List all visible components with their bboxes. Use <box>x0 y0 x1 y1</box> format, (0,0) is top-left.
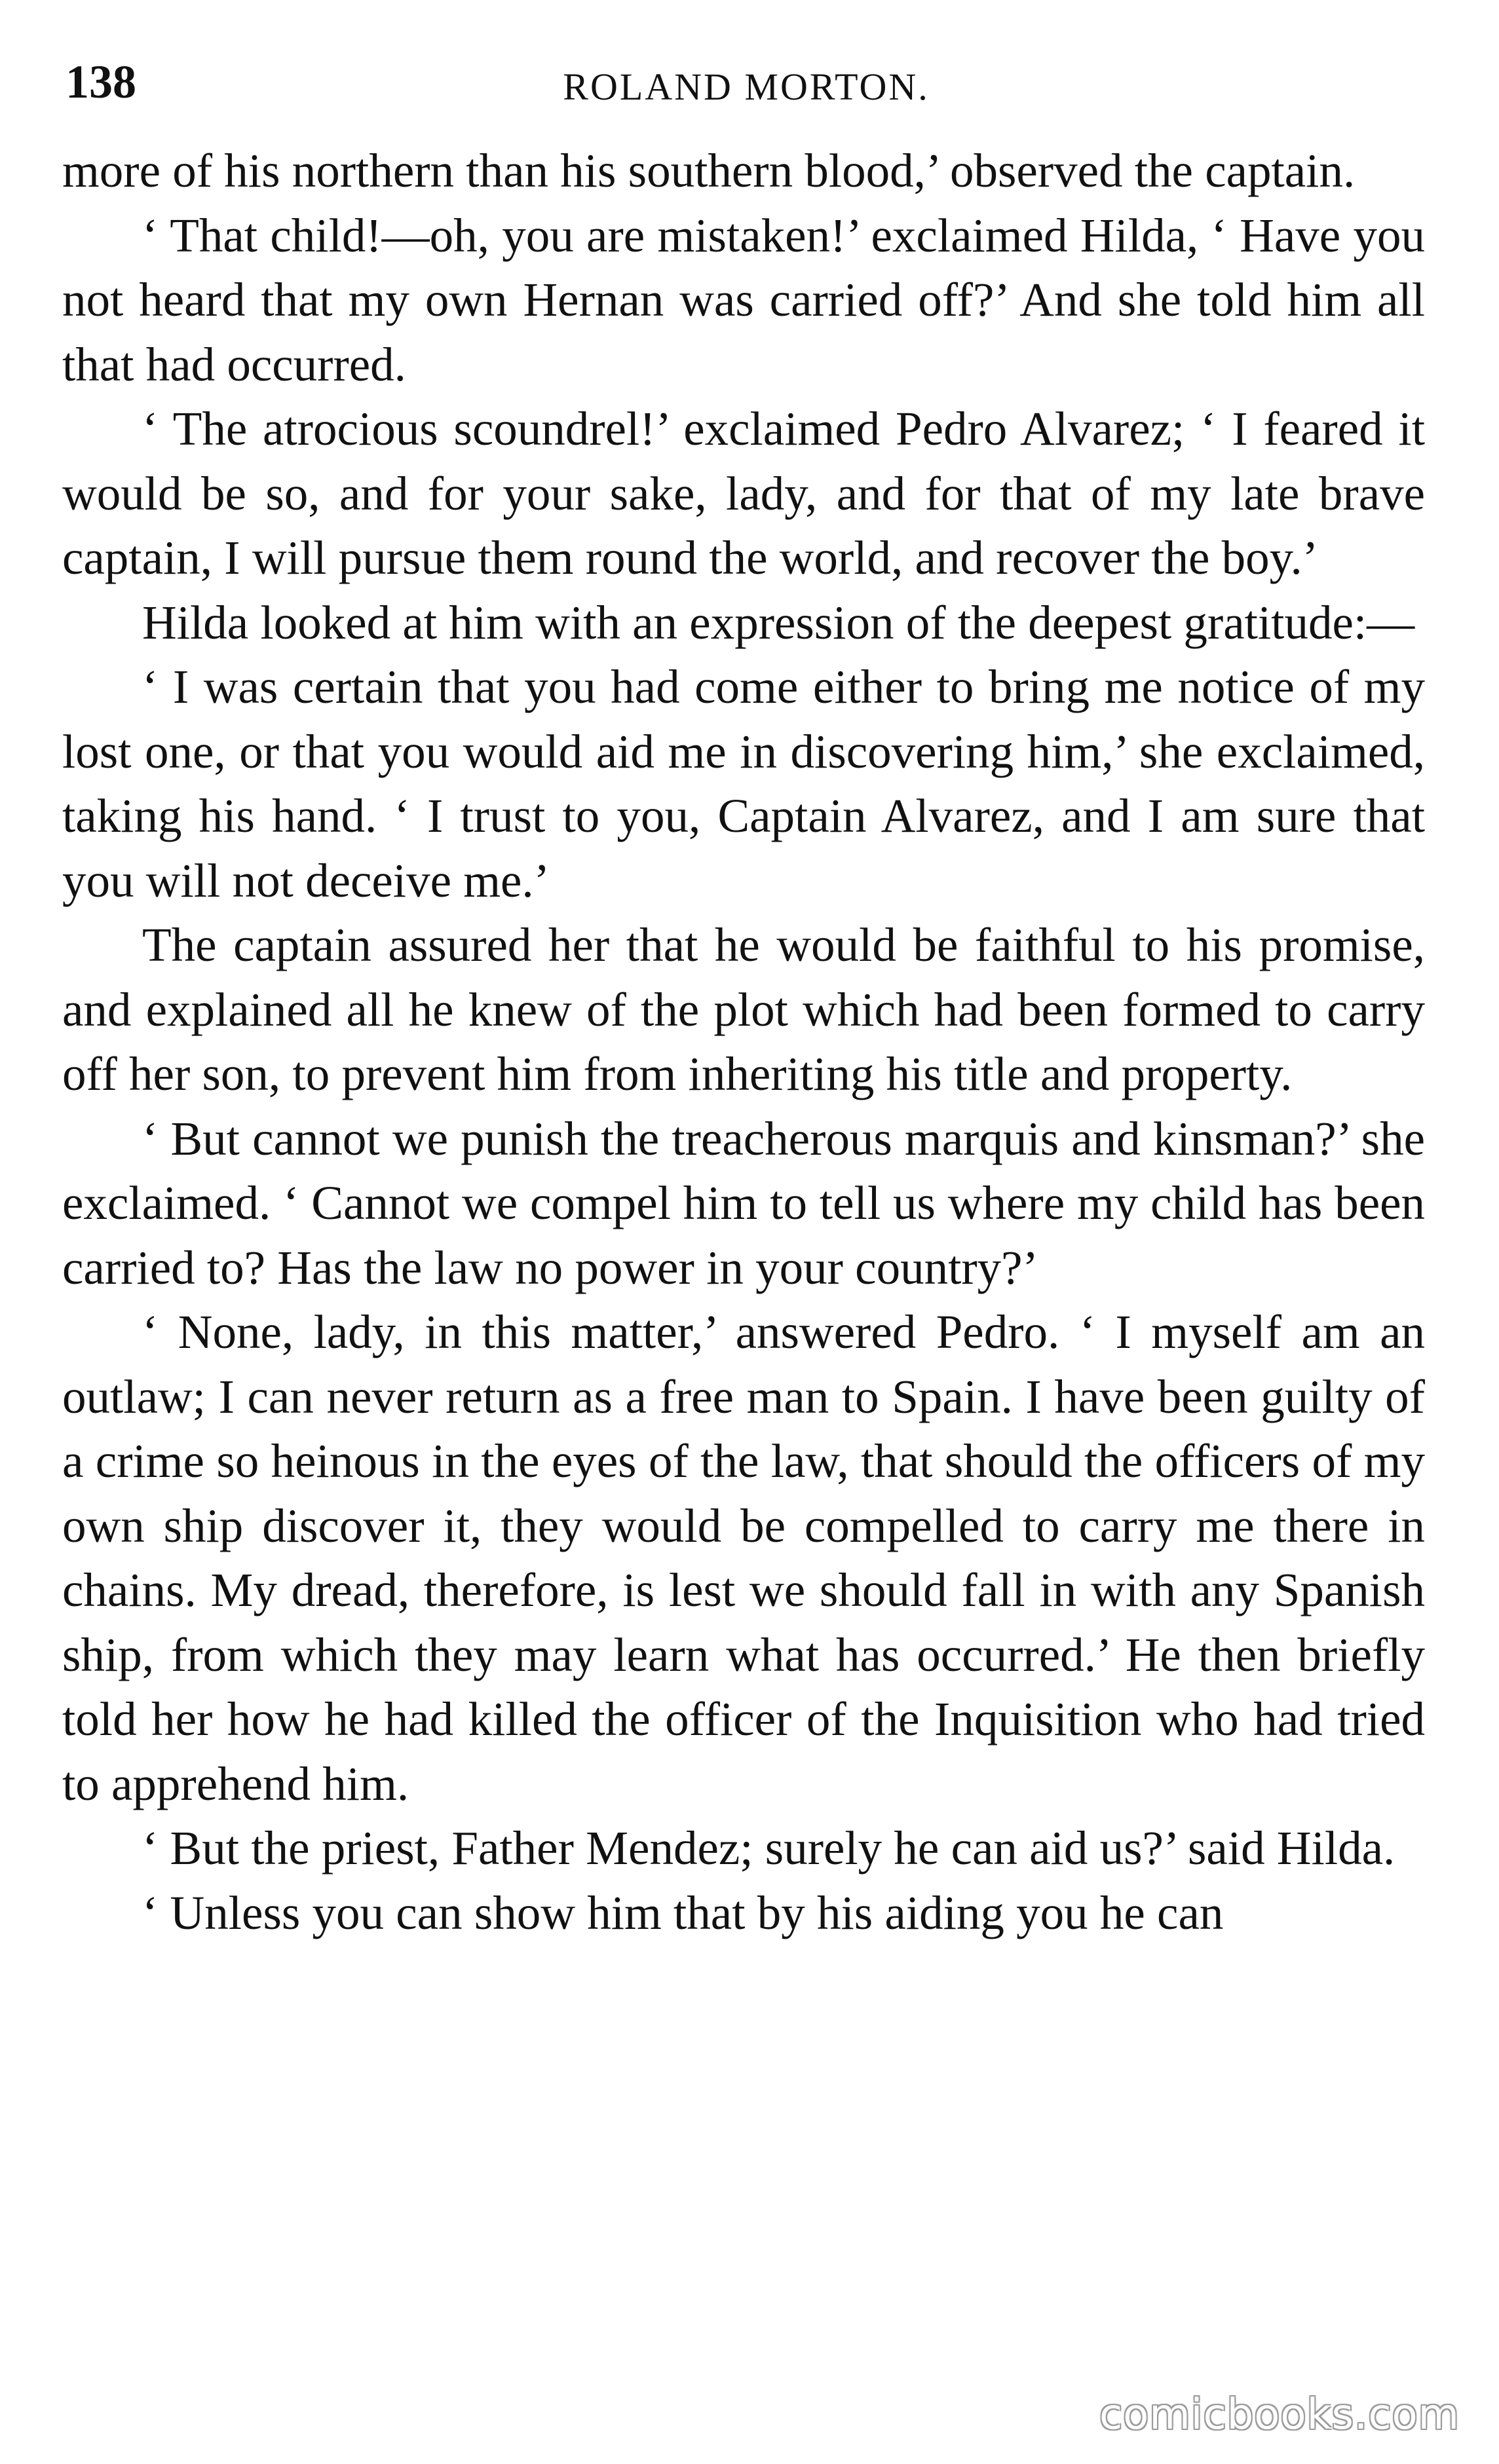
paragraph: ‘ Unless you can show him that by his aiding you he can <box>142 1886 1224 1939</box>
watermark: comicbooks.com <box>1099 2391 1460 2439</box>
paragraph: Hilda looked at him with an expression of the deepest gratitude:— <box>142 595 1415 649</box>
page-number: 138 <box>66 56 136 108</box>
paragraph: ‘ But cannot we punish the treacherous marquis and kinsman?’ she exclaimed. ‘ Cannot we compel him to tell us where my child has been carried to? Has the law no power in your country?’ <box>62 1111 1425 1294</box>
page-header <box>66 46 1427 118</box>
running-title: ROLAND MORTON. <box>563 65 930 108</box>
paragraph: more of his northern than his southern blood,’ observed the captain. <box>62 144 1356 197</box>
paragraph: The captain assured her that he would be faithful to his promise, and explained all he knew of the plot which had been formed to carry off her son, to prevent him from inheriting his title and property. <box>62 918 1425 1100</box>
paragraph: ‘ None, lady, in this matter,’ answered Pedro. ‘ I myself am an outlaw; I can never return as a free man to Spain. I have been guilty of a crime so heinous in the eyes of the law, that should the officers of my own ship discover it, they would be compelled to carry me there in chains. My dread, therefore, is lest we should fall in with any Spanish ship, from which they may learn what has occurred.’ He then briefly told her how he had killed the officer of the Inquisition who had tried to apprehend him. <box>62 1305 1425 1810</box>
paragraph: ‘ That child!—oh, you are mistaken!’ exclaimed Hilda, ‘ Have you not heard that my own Hernan was carried off?’ And she told him all that had occurred. <box>62 208 1425 391</box>
paragraph: ‘ The atrocious scoundrel!’ exclaimed Pedro Alvarez; ‘ I feared it would be so, and for your sake, lady, and for that of my late brave captain, I will pursue them round the world, and recover the boy.’ <box>62 402 1425 584</box>
body-text <box>62 139 1425 1945</box>
paragraph: ‘ But the priest, Father Mendez; surely he can aid us?’ said Hilda. <box>142 1821 1395 1875</box>
paragraph: ‘ I was certain that you had come either to bring me notice of my lost one, or that you would aid me in discovering him,’ she exclaimed, taking his hand. ‘ I trust to you, Captain Alvarez, and I am sure that you will not deceive me.’ <box>62 660 1425 907</box>
